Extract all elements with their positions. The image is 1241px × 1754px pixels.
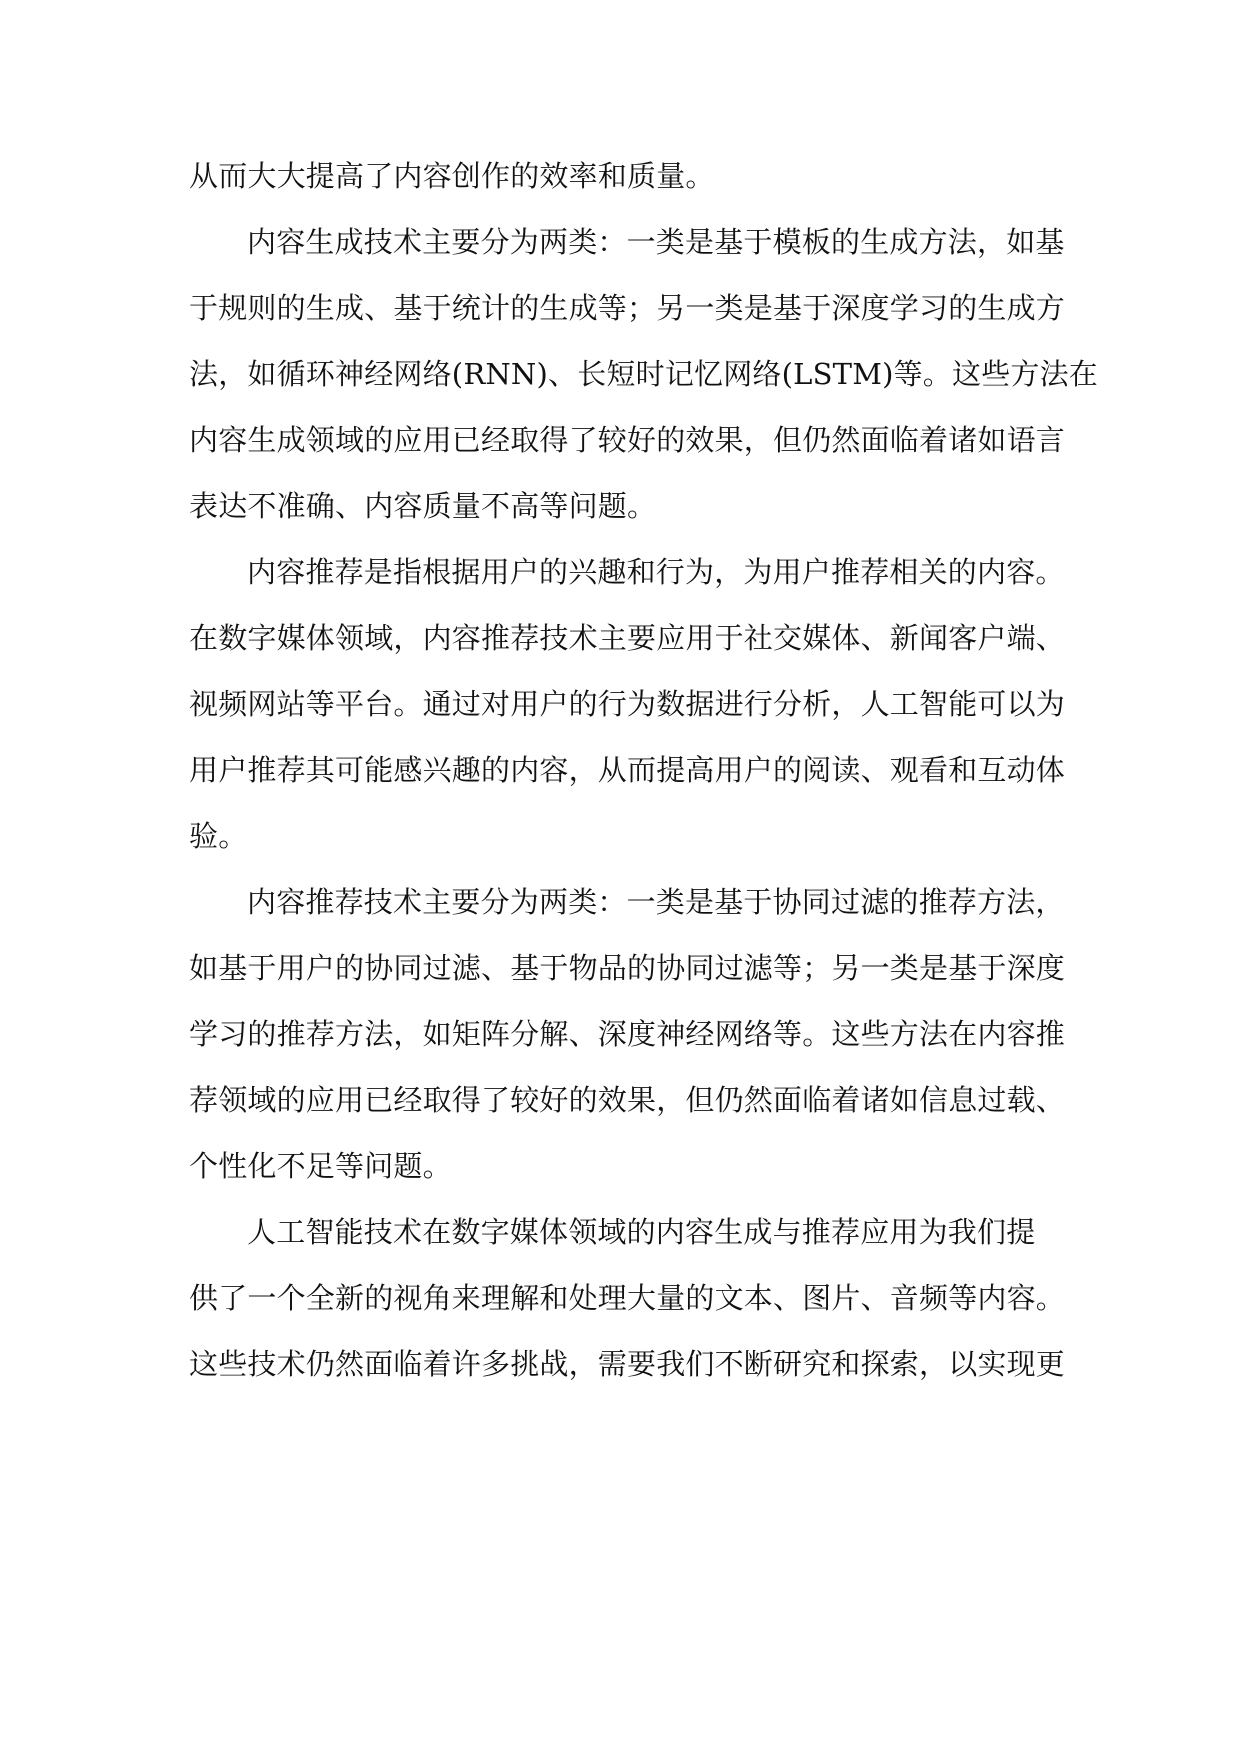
paragraph-line: 荐领域的应用已经取得了较好的效果，但仍然面临着诸如信息过载、 [189,1083,1066,1117]
paragraph-first-line: 人工智能技术在数字媒体领域的内容生成与推荐应用为我们提 [247,1215,1036,1249]
paragraph-line: 视频网站等平台。通过对用户的行为数据进行分析，人工智能可以为 [189,687,1066,721]
document-body [189,143,1099,1397]
paragraph-first-line: 内容生成技术主要分为两类：一类是基于模板的生成方法，如基 [247,225,1065,259]
paragraph-first-line: 内容推荐是指根据用户的兴趣和行为，为用户推荐相关的内容。 [247,555,1065,589]
paragraph-3 [189,539,1069,869]
paragraph-line: 于规则的生成、基于统计的生成等；另一类是基于深度学习的生成方 [189,291,1066,325]
paragraph-line: 表达不准确、内容质量不高等问题。 [189,489,657,523]
paragraph-line: 个性化不足等问题。 [189,1149,452,1183]
paragraph-line: 验。 [189,819,248,853]
paragraph-1 [189,143,1069,209]
paragraph-4 [189,869,1069,1199]
paragraph-line: 在数字媒体领域，内容推荐技术主要应用于社交媒体、新闻客户端、 [189,621,1066,655]
paragraph-line: 内容生成领域的应用已经取得了较好的效果，但仍然面临着诸如语言 [189,423,1066,457]
paragraph-line: 用户推荐其可能感兴趣的内容，从而提高用户的阅读、观看和互动体 [189,753,1066,787]
paragraph-line: 从而大大提高了内容创作的效率和质量。 [189,159,715,193]
paragraph-line: 如基于用户的协同过滤、基于物品的协同过滤等；另一类是基于深度 [189,951,1066,985]
paragraph-first-line: 内容推荐技术主要分为两类：一类是基于协同过滤的推荐方法， [247,885,1065,919]
paragraph-line: 供了一个全新的视角来理解和处理大量的文本、图片、音频等内容。 [189,1281,1066,1315]
paragraph-5 [189,1199,1069,1397]
paragraph-2 [189,209,1099,539]
paragraph-line: 法，如循环神经网络(RNN)、长短时记忆网络(LSTM)等。这些方法在 [189,357,1099,391]
paragraph-line: 这些技术仍然面临着许多挑战，需要我们不断研究和探索，以实现更 [189,1347,1066,1381]
paragraph-line: 学习的推荐方法，如矩阵分解、深度神经网络等。这些方法在内容推 [189,1017,1066,1051]
